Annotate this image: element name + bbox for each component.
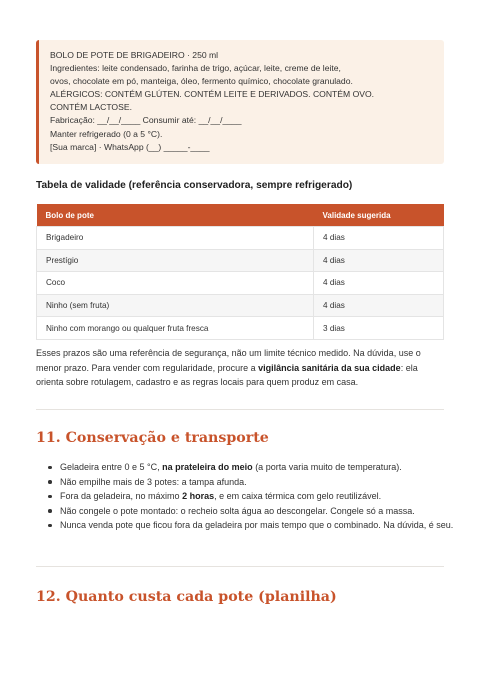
label-dates: Fabricação: __/__/____ Consumir até: __/__/____	[50, 115, 242, 126]
section-divider	[36, 409, 444, 410]
label-allergens-line-2: CONTÉM LACTOSE.	[50, 102, 132, 113]
list-item-text: Nunca venda pote que ficou fora da geladeira por mais tempo que o combinado. Na dúvida, é seu.	[60, 520, 454, 531]
list-item	[60, 475, 468, 490]
table-cell-validity: 3 dias	[314, 317, 444, 340]
validity-note	[36, 346, 444, 390]
label-ingredients-line-1: Ingredientes: leite condensado, farinha de trigo, açúcar, leite, creme de leite,	[50, 63, 341, 74]
label-ingredients-line-2: ovos, chocolate em pó, manteiga, óleo, fermento químico, chocolate granulado.	[50, 76, 353, 87]
label-title: BOLO DE POTE DE BRIGADEIRO · 250 ml	[50, 50, 219, 60]
section-divider	[36, 566, 444, 567]
section-heading-cost: 12. Quanto custa cada pote (planilha)	[36, 589, 337, 605]
table-cell-product: Ninho com morango ou qualquer fruta fresca	[37, 317, 314, 340]
table-cell-product: Prestígio	[37, 249, 314, 272]
label-storage: Manter refrigerado (0 a 5 °C).	[50, 128, 163, 139]
label-allergens-line-1: ALÉRGICOS: CONTÉM GLÚTEN. CONTÉM LEITE E DERIVADOS. CONTÉM OVO.	[50, 89, 375, 100]
list-item	[60, 489, 468, 504]
note-text-end: : ela orienta sobre rotulagem, cadastro e as regras locais para quem produz em casa.	[36, 362, 418, 388]
table-header-row	[37, 204, 444, 227]
list-item	[60, 518, 468, 533]
table-row	[37, 317, 444, 340]
product-label-box	[36, 40, 444, 164]
table-cell-validity: 4 dias	[314, 249, 444, 272]
list-item-text: Geladeira entre 0 e 5 °C,	[60, 462, 163, 472]
table-cell-validity: 4 dias	[314, 294, 444, 317]
column-header-product: Bolo de pote	[37, 204, 314, 227]
list-item-text: Não congele o pote montado: o recheio solta água ao descongelar. Congele só a massa.	[60, 505, 415, 516]
column-header-validity: Validade sugerida	[314, 204, 444, 227]
table-cell-validity: 4 dias	[314, 272, 444, 295]
table-cell-product: Ninho (sem fruta)	[37, 294, 314, 317]
table-cell-product: Brigadeiro	[37, 227, 314, 250]
list-item-text: Fora da geladeira, no máximo	[60, 491, 183, 502]
validity-table	[36, 204, 444, 340]
conservation-list	[36, 460, 468, 533]
table-cell-validity: 4 dias	[314, 227, 444, 250]
list-item	[60, 460, 468, 475]
table-row	[37, 249, 444, 272]
table-row	[37, 294, 444, 317]
label-brand-contact: [Sua marca] · WhatsApp (__) _____-____	[50, 141, 210, 152]
list-item-text: (a porta varia muito de temperatura).	[252, 462, 402, 472]
table-row	[37, 227, 444, 250]
list-item	[60, 504, 468, 519]
note-text-start: Esses prazos são uma referência de segurança, não um limite técnico medido. Na dúvida, use o menor prazo. Para vender com regularidade, procure a	[36, 348, 421, 373]
validity-table-title: Tabela de validade (referência conservadora, sempre refrigerado)	[36, 180, 353, 191]
list-item-text: , e em caixa térmica com gelo reutilizável.	[214, 491, 382, 502]
list-item-emphasis: na prateleira do meio	[162, 462, 253, 472]
table-cell-product: Coco	[37, 272, 314, 295]
note-emphasis: vigilância sanitária da sua cidade	[258, 362, 401, 373]
list-item-emphasis: 2 horas	[182, 491, 215, 502]
list-item-text: Não empilhe mais de 3 potes: a tampa afunda.	[60, 476, 247, 487]
table-row	[37, 272, 444, 295]
section-heading-conservation: 11. Conservação e transporte	[36, 430, 269, 446]
